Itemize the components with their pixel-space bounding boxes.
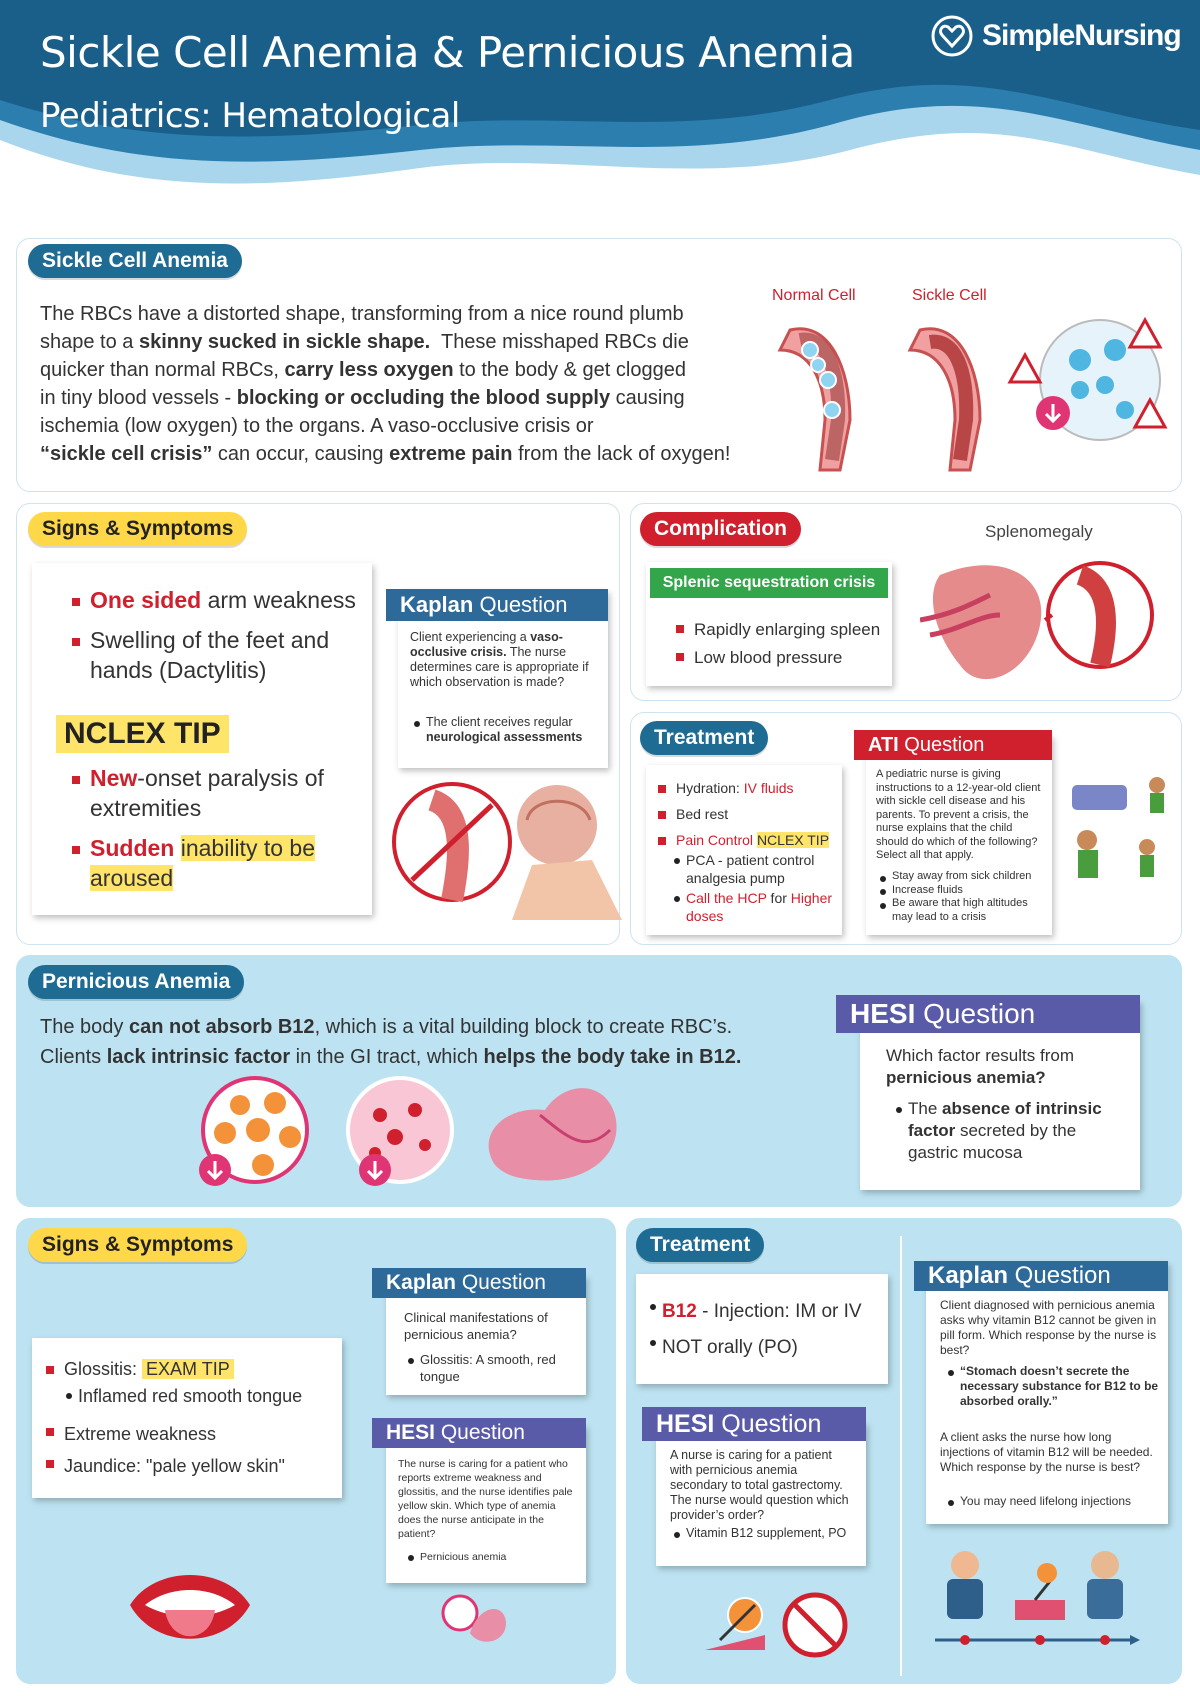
header-banner — [0, 0, 1200, 230]
ati-answer-1: Increase fluids — [878, 884, 1048, 898]
sickle-cell-label: Sickle Cell — [912, 287, 987, 304]
complication-card — [646, 562, 892, 686]
column-divider — [900, 1236, 902, 1676]
section-label-pa-treatment: Treatment — [636, 1228, 764, 1262]
section-label-complication: Complication — [640, 512, 801, 546]
comp-item-1: Low blood pressure — [676, 644, 880, 672]
normal-cell-label: Normal Cell — [772, 287, 856, 304]
pa-kaplan-answer: Glossitis: A smooth, red tongue — [406, 1351, 576, 1385]
brand-logo — [930, 14, 1181, 58]
pa-hesi-header: HESI Question — [372, 1418, 586, 1448]
ati-question-header: ATI Question — [854, 730, 1052, 760]
pa-treatment-kaplan-a1: “Stomach doesn’t secrete the necessary substance for B12 to be absorbed orally.” — [946, 1364, 1160, 1409]
pa-kaplan-card — [386, 1271, 586, 1395]
section-label-sickle: Sickle Cell Anemia — [28, 244, 242, 278]
section-label-pa-signs: Signs & Symptoms — [28, 1228, 247, 1262]
hesi-question-text: Which factor results from pernicious anemia? — [886, 1046, 1074, 1087]
symptom-sudden-inability: Sudden inability to be aroused — [72, 833, 362, 893]
kaplan-answer: The client receives regular neurological assessments — [412, 715, 600, 745]
treatment-bed-rest: Bed rest — [658, 803, 836, 825]
pa-kaplan-question: Clinical manifestations of pernicious anemia? — [404, 1310, 548, 1342]
heart-stethoscope-icon — [930, 14, 974, 58]
pa-treatment-hesi-answer: Vitamin B12 supplement, PO — [672, 1526, 858, 1541]
hesi-question-header: HESI Question — [836, 995, 1140, 1033]
page-subtitle: Pediatrics: Hematological — [40, 96, 460, 136]
pa-inflamed: Inflamed red smooth tongue — [64, 1384, 334, 1408]
pernicious-description: The body can not absorb B12, which is a vital building block to create RBC’s. Clients lack intrinsic factor in the GI tract, which helps the body take in B12. — [40, 1016, 742, 1068]
child-illustration — [1062, 775, 1172, 885]
page-title: Sickle Cell Anemia & Pernicious Anemia — [40, 28, 855, 77]
treatment-hydration: Hydration: IV fluids — [658, 777, 836, 799]
tongue-icon — [125, 1565, 255, 1655]
pa-weakness: Extreme weakness — [46, 1418, 336, 1450]
symptom-new-paralysis: New-onset paralysis of extremities — [72, 763, 362, 823]
stomach-icon — [440, 1593, 510, 1648]
pa-treatment-kaplan-q2: A client asks the nurse how long injections of vitamin B12 will be needed. Which response by the nurse is best? — [940, 1430, 1153, 1474]
pa-jaundice: Jaundice: "pale yellow skin" — [46, 1450, 336, 1482]
pa-treatment-hesi-question: A nurse is caring for a patient with pernicious anemia secondary to total gastrectomy. The nurse would question which provider’s order? — [670, 1448, 849, 1522]
sc-signs-card — [32, 563, 372, 915]
sickle-description: The RBCs have a distorted shape, transforming from a nice round plumb shape to a skinny sucked in sickle shape. These misshaped RBCs die quicker than normal RBCs, carry less oxygen to the body & get clogged in tiny blood vessels - blocking or occluding the blood supply causing ischemia (low oxygen) to the organs. A vaso-occlusive crisis or “sickle cell crisis” can occur, causing extreme pain from the lack of oxygen! — [40, 303, 731, 465]
ati-question-card — [866, 735, 1052, 935]
pa-hesi-answer: Pernicious anemia — [406, 1550, 576, 1564]
pa-treatment-kaplan-card — [926, 1262, 1168, 1524]
pa-hesi-card — [386, 1421, 586, 1583]
b12-illustration — [195, 1075, 645, 1190]
ati-answer-0: Stay away from sick children — [878, 870, 1048, 884]
treatment-pain-control: Pain Control NCLEX TIP — [658, 829, 836, 851]
symptom-one-sided: One sided arm weakness — [72, 585, 362, 615]
comp-item-0: Rapidly enlarging spleen — [676, 616, 880, 644]
ati-answer-2: Be aware that high altitudes may lead to a crisis — [878, 897, 1048, 924]
sc-treatment-card — [646, 765, 842, 935]
splenomegaly-label: Splenomegaly — [985, 522, 1093, 541]
kaplan-question-header: Kaplan Question — [386, 589, 608, 621]
pa-treatment-hesi-card — [656, 1410, 866, 1566]
spleen-illustration — [920, 555, 1160, 695]
stroke-illustration — [392, 780, 632, 920]
pa-treatment-kaplan-q1: Client diagnosed with pernicious anemia asks why vitamin B12 cannot be given in pill form. Which response by the nurse is best? — [940, 1298, 1157, 1357]
pa-glossitis: Glossitis: EXAM TIP — [46, 1356, 336, 1382]
kaplan-question-text: Client experiencing a vaso-occlusive crisis. The nurse determines care is appropriate if which observation is made? — [410, 630, 589, 689]
pa-signs-card — [32, 1338, 342, 1498]
brand-name: SimpleNursing — [982, 19, 1181, 52]
treatment-pca: PCA - patient control analgesia pump — [672, 851, 837, 887]
pa-treatment-kaplan-a2: You may need lifelong injections — [946, 1494, 1160, 1509]
pa-treatment-hesi-header: HESI Question — [642, 1407, 866, 1441]
section-label-treatment: Treatment — [640, 721, 768, 755]
ati-question-text: A pediatric nurse is giving instructions to a 12-year-old client with sickle cell disease and his parents. To prevent a crisis, the nurse explains that the child should do which of the following? Select all that apply. — [876, 768, 1041, 861]
pa-kaplan-header: Kaplan Question — [372, 1268, 586, 1298]
hesi-answer: The absence of intrinsic factor secreted by the gastric mucosa — [894, 1098, 1124, 1164]
blood-vessel-illustration — [770, 310, 1170, 480]
symptom-dactylitis: Swelling of the feet and hands (Dactylitis) — [72, 625, 362, 685]
pa-b12-injection: B12 - Injection: IM or IV — [648, 1294, 886, 1330]
pa-hesi-question: The nurse is caring for a patient who reports extreme weakness and glossitis, and the nurse identifies pale yellow skin. Which type of anemia does the nurse anticipate in the patient? — [398, 1458, 573, 1540]
pa-treatment-kaplan-header: Kaplan Question — [914, 1261, 1168, 1291]
injection-no-pill-icon — [700, 1590, 850, 1660]
nclex-tip-badge: NCLEX TIP — [56, 715, 229, 753]
section-label-signs: Signs & Symptoms — [28, 512, 247, 546]
kaplan-question-card — [398, 590, 608, 768]
splenic-crisis-label: Splenic sequestration crisis — [650, 568, 888, 598]
pa-treatment-card — [636, 1274, 888, 1384]
section-label-pernicious: Pernicious Anemia — [28, 965, 244, 999]
lifelong-injection-illustration — [935, 1545, 1145, 1655]
pa-not-orally: NOT orally (PO) — [648, 1330, 886, 1366]
hesi-question-card — [850, 998, 1140, 1190]
treatment-call-hcp: Call the HCP for Higher doses — [672, 889, 837, 925]
